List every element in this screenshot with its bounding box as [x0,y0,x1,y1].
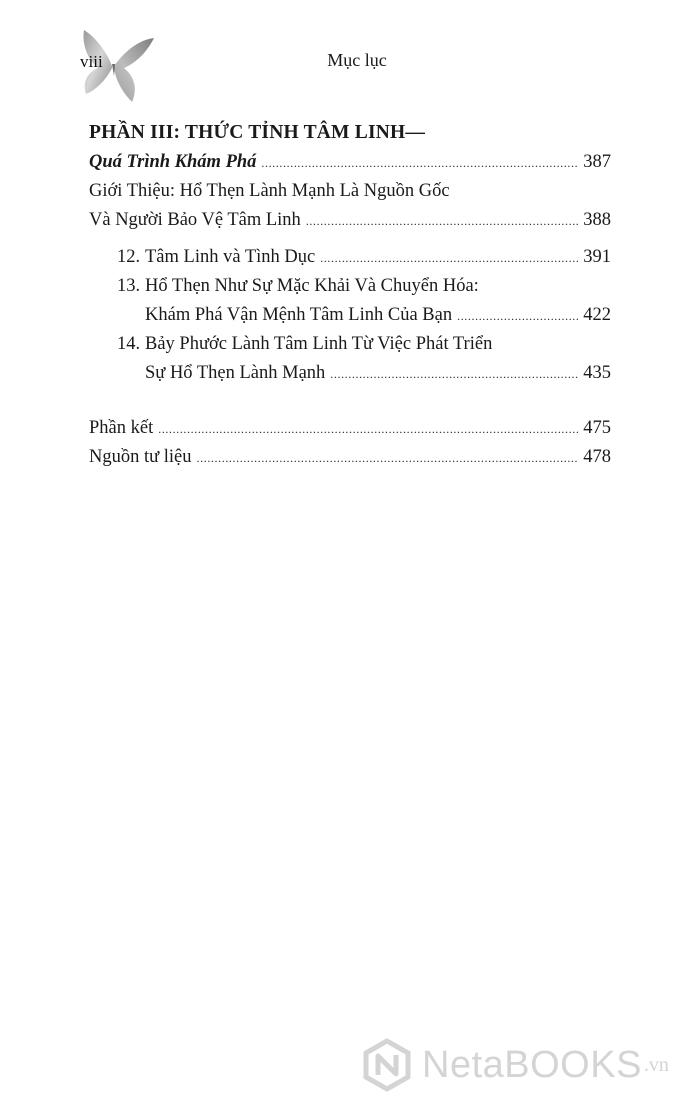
chapter-title-line1: Hổ Thẹn Như Sự Mặc Khải Và Chuyển Hóa: [145,276,479,296]
intro-title-line2: Và Người Bảo Vệ Tâm Linh [89,210,301,230]
toc-entry-epilogue [89,414,611,443]
dot-leader [197,444,579,473]
chapter-line [145,359,611,388]
dot-leader [457,302,578,331]
watermark-brand: NetaBOOKS [422,1043,642,1086]
page-ref: 387 [583,152,611,172]
dot-leader [320,244,578,273]
toc-entry-sources [89,443,611,472]
watermark [360,1038,690,1092]
page-header [0,0,700,110]
intro-title-line1: Giới Thiệu: Hổ Thẹn Lành Mạnh Là Nguồn Gốc [89,181,450,201]
entry-title: Nguồn tư liệu [89,447,192,467]
page-ref: 478 [583,447,611,467]
toc-entry-intro [89,206,611,235]
part-subtitle: Quá Trình Khám Phá [89,152,257,172]
chapter-line [145,243,611,272]
neta-hexagon-logo-icon [360,1038,414,1092]
watermark-suffix: .vn [643,1053,669,1076]
dot-leader [330,360,578,389]
chapter-title-line1: Bảy Phước Lành Tâm Linh Từ Việc Phát Triển [145,334,493,354]
chapter-number: 13. [117,276,141,296]
page-ref: 391 [583,247,611,267]
toc-entry-part [89,148,611,177]
dot-leader [261,149,578,178]
part-title: PHẦN III: THỨC TỈNH TÂM LINH— [89,122,426,143]
table-of-contents [89,118,611,472]
chapter-line [145,301,611,330]
page-ref: 435 [583,363,611,383]
entry-title: Phần kết [89,418,154,438]
chapter-number: 14. [117,334,141,354]
page-ref: 475 [583,418,611,438]
page-number: viii [80,52,103,71]
dot-leader [306,207,578,236]
chapter-title: Tâm Linh và Tình Dục [145,247,316,267]
dot-leader [158,415,578,444]
toc-chapter [89,330,611,388]
toc-chapter [89,272,611,330]
page-ref: 422 [583,305,611,325]
chapter-title-line2: Sự Hổ Thẹn Lành Mạnh [145,363,326,383]
chapter-title-line2: Khám Phá Vận Mệnh Tâm Linh Của Bạn [145,305,453,325]
chapter-number: 12. [117,247,141,267]
toc-chapter [89,243,611,272]
page-ref: 388 [583,210,611,230]
running-title: Mục lục [327,50,387,70]
